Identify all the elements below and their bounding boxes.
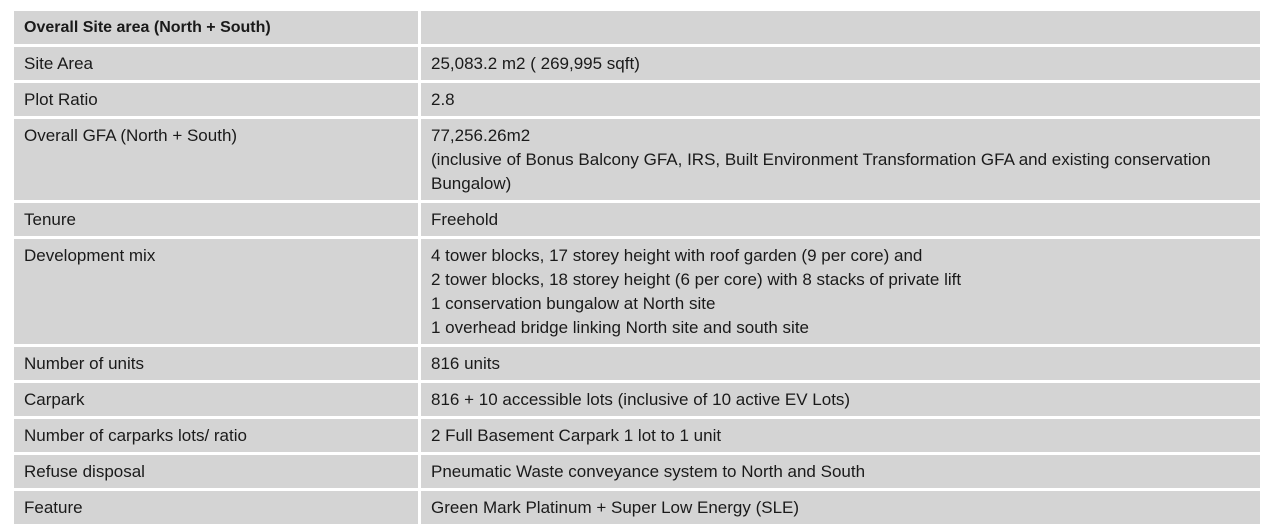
row-label: Tenure <box>14 203 421 239</box>
row-label: Development mix <box>14 239 421 347</box>
row-value-line: Green Mark Platinum + Super Low Energy (SLE) <box>431 498 800 517</box>
row-value-line: 25,083.2 m2 ( 269,995 sqft) <box>431 54 640 73</box>
site-info-table <box>14 11 1260 527</box>
row-value <box>421 239 1260 347</box>
row-value <box>421 119 1260 203</box>
row-value-line: Freehold <box>431 210 499 229</box>
row-value <box>421 491 1260 527</box>
row-value-line: (inclusive of Bonus Balcony GFA, IRS, Built Environment Transformation GFA and existing conservation <box>431 150 1211 169</box>
header-value <box>421 11 1260 47</box>
row-value-line: 816 units <box>431 354 500 373</box>
row-value <box>421 455 1260 491</box>
table-row <box>14 383 1260 419</box>
row-value-line: 816 + 10 accessible lots (inclusive of 10 active EV Lots) <box>431 390 851 409</box>
row-value-line: 1 conservation bungalow at North site <box>431 294 716 313</box>
row-value-line: 77,256.26m2 <box>431 126 531 145</box>
row-label: Number of units <box>14 347 421 383</box>
row-value <box>421 83 1260 119</box>
row-value-line: Bungalow) <box>431 174 512 193</box>
row-label: Number of carparks lots/ ratio <box>14 419 421 455</box>
row-value <box>421 47 1260 83</box>
table-row <box>14 47 1260 83</box>
table-row <box>14 83 1260 119</box>
table-row <box>14 347 1260 383</box>
table-row <box>14 119 1260 203</box>
row-value <box>421 419 1260 455</box>
row-value-line: 4 tower blocks, 17 storey height with roof garden (9 per core) and <box>431 246 923 265</box>
table-row <box>14 239 1260 347</box>
row-value-line: 1 overhead bridge linking North site and south site <box>431 318 810 337</box>
row-label: Carpark <box>14 383 421 419</box>
row-value <box>421 203 1260 239</box>
row-value-line: 2 tower blocks, 18 storey height (6 per core) with 8 stacks of private lift <box>431 270 962 289</box>
table-body <box>14 47 1260 527</box>
row-value-line: Pneumatic Waste conveyance system to North and South <box>431 462 866 481</box>
row-value-line: 2.8 <box>431 90 455 109</box>
row-label: Feature <box>14 491 421 527</box>
table-row <box>14 203 1260 239</box>
row-label: Site Area <box>14 47 421 83</box>
row-label: Overall GFA (North + South) <box>14 119 421 203</box>
row-value-line: 2 Full Basement Carpark 1 lot to 1 unit <box>431 426 722 445</box>
table-header-row <box>14 11 1260 47</box>
row-label: Plot Ratio <box>14 83 421 119</box>
header-label: Overall Site area (North + South) <box>14 11 421 47</box>
row-value <box>421 383 1260 419</box>
row-label: Refuse disposal <box>14 455 421 491</box>
row-value <box>421 347 1260 383</box>
table-row <box>14 455 1260 491</box>
table-row <box>14 419 1260 455</box>
table-row <box>14 491 1260 527</box>
